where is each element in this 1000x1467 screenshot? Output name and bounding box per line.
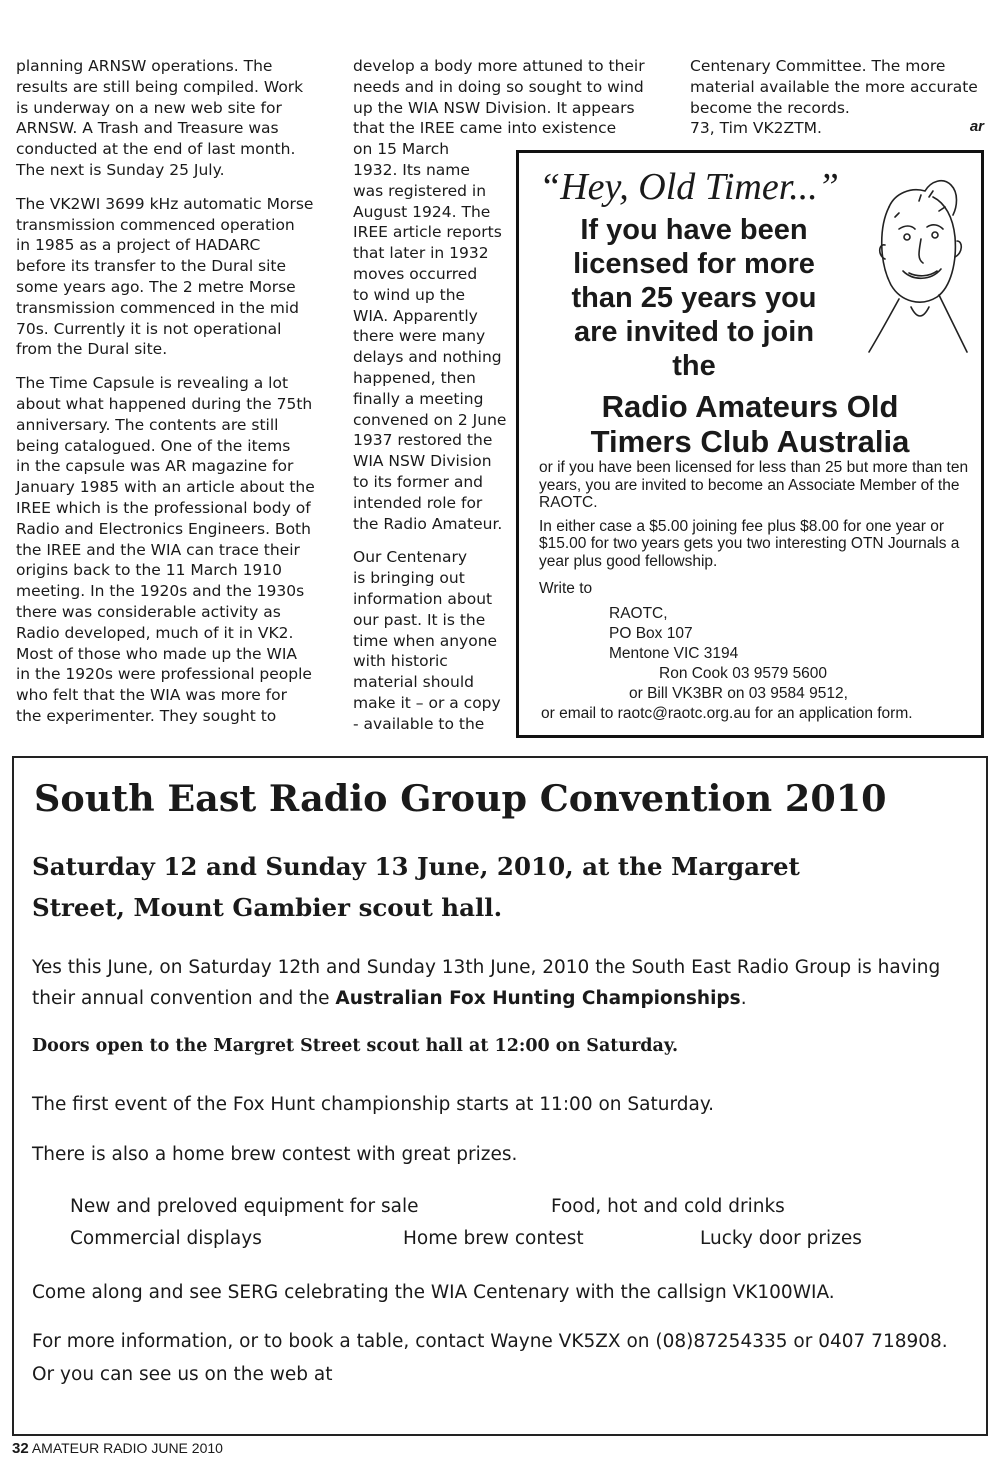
feature-commercial: Commercial displays: [70, 1228, 262, 1249]
page-footer: [12, 1440, 223, 1457]
text-line: are invited to join: [573, 316, 815, 348]
address-line: Mentone VIC 3194: [609, 645, 739, 662]
text-line: 73, Tim VK2ZTM.: [690, 119, 822, 138]
text-line: 1937 restored the: [353, 431, 493, 450]
text-line: happened, then: [353, 368, 476, 387]
text-line: was registered in: [353, 181, 487, 200]
text-line: the Radio Amateur.: [353, 514, 503, 533]
text-line: material available the more accurate: [690, 77, 978, 96]
text-line: is underway on a new web site for: [16, 98, 282, 117]
old-timer-portrait: [859, 167, 971, 357]
text-line: there were many: [353, 327, 486, 346]
text-line: planning ARNSW operations. The: [16, 57, 273, 75]
text-line: become the records.: [690, 98, 850, 117]
ad-invite-text: [529, 213, 859, 383]
intro-line-1: Yes this June, on Saturday 12th and Sunday 13th June, 2010 the South East Radio Group is having: [32, 957, 941, 978]
ad-body: [539, 459, 979, 576]
text-line: the IREE and the WIA can trace their: [16, 540, 300, 559]
text-line: Saturday 12 and Sunday 13 June, 2010, at the Margaret: [32, 852, 800, 881]
text-line: Our Centenary: [353, 548, 467, 567]
intro-line-2-suffix: .: [740, 988, 747, 1009]
text-line: convened on 2 June: [353, 410, 507, 429]
feature-food: Food, hot and cold drinks: [551, 1196, 785, 1217]
publication-name: AMATEUR RADIO JUNE 2010: [31, 1440, 223, 1456]
text-line: in 1985 as a project of HADARC: [16, 236, 261, 255]
fox-hunt-text: The first event of the Fox Hunt championship starts at 11:00 on Saturday.: [32, 1094, 715, 1115]
text-line: - available to the: [353, 714, 485, 733]
text-line: transmission commenced in the mid: [16, 298, 299, 317]
text-line: Street, Mount Gambier scout hall.: [32, 893, 503, 922]
col1-paragraph-2: [16, 194, 316, 360]
text-line: transmission commenced operation: [16, 215, 295, 234]
text-line: develop a body more attuned to their: [353, 57, 645, 75]
club-name: [519, 389, 981, 459]
address-line: RAOTC,: [609, 605, 668, 622]
centenary-text: Come along and see SERG celebrating the WIA Centenary with the callsign VK100WIA.: [32, 1282, 835, 1303]
text-line: the: [672, 350, 716, 382]
text-line: origins back to the 11 March 1910: [16, 561, 283, 580]
championships-text: Australian Fox Hunting Championships: [335, 988, 741, 1009]
contact-ron: Ron Cook 03 9579 5600: [659, 665, 828, 682]
text-line: IREE article reports: [353, 223, 502, 242]
text-line: there was considerable activity as: [16, 602, 281, 621]
col2-paragraph-2: [353, 547, 511, 734]
text-line: with historic: [353, 652, 448, 671]
text-line: intended role for: [353, 493, 483, 512]
text-line: August 1924. The: [353, 202, 491, 221]
feature-equipment: New and preloved equipment for sale: [70, 1196, 419, 1217]
text-line: The Time Capsule is revealing a lot: [16, 374, 289, 393]
text-line: our past. It is the: [353, 610, 486, 629]
text-line: up the WIA NSW Division. It appears: [353, 98, 635, 117]
text-line: January 1985 with an article about the: [16, 478, 315, 497]
text-line: information about: [353, 589, 493, 608]
text-line: finally a meeting: [353, 389, 484, 408]
column-1: [16, 56, 316, 740]
col1-paragraph-3: [16, 373, 316, 727]
intro-line-2: [32, 983, 962, 1014]
text-line: in the 1920s were professional people: [16, 665, 312, 684]
text-line: some years ago. The 2 metre Morse: [16, 277, 296, 296]
text-line: the experimenter. They sought to: [16, 706, 277, 725]
contact-email: or email to raotc@raotc.org.au for an application form.: [541, 705, 913, 722]
text-line: from the Dural site.: [16, 340, 168, 359]
ad-headline: “Hey, Old Timer...”: [539, 166, 839, 208]
text-line: Radio Amateurs Old: [601, 389, 899, 424]
col1-paragraph-1: [16, 56, 316, 181]
text-line: time when anyone: [353, 631, 498, 650]
text-line: The next is Sunday 25 July.: [16, 160, 225, 179]
text-line: licensed for more: [573, 248, 815, 280]
text-line: make it – or a copy: [353, 693, 501, 712]
fees-text: In either case a $5.00 joining fee plus $8.00 for one year or $15.00 for two years gets you two interesting OTN Journals a year plus good fellowship.: [539, 517, 960, 570]
text-line: Centenary Committee. The more: [690, 57, 946, 75]
text-line: moves occurred: [353, 264, 478, 283]
text-line: WIA NSW Division: [353, 452, 492, 471]
text-line: on 15 March: [353, 140, 450, 159]
text-line: conducted at the end of last month.: [16, 140, 296, 159]
serg-convention-box: [12, 756, 988, 1436]
col2-paragraph-1: [353, 139, 511, 534]
text-line: needs and in doing so sought to wind: [353, 77, 644, 96]
col2-top-lines: [353, 56, 673, 139]
text-line: in the capsule was AR magazine for: [16, 457, 294, 476]
text-line: that the IREE came into existence: [353, 119, 617, 138]
address-line: PO Box 107: [609, 625, 693, 642]
text-line: that later in 1932: [353, 244, 489, 263]
text-line: being catalogued. One of the items: [16, 436, 291, 455]
text-line: who felt that the WIA was more for: [16, 686, 287, 705]
text-line: results are still being compiled. Work: [16, 77, 304, 96]
text-line: Most of those who made up the WIA: [16, 644, 297, 663]
text-line: If you have been: [580, 214, 808, 246]
old-timers-ad: [516, 150, 984, 738]
text-line: than 25 years you: [571, 282, 817, 314]
convention-subtitle: [32, 846, 952, 928]
associate-text: or if you have been licensed for less than 25 but more than ten years, you are invited to become an Associate Member of the RAOTC.: [539, 459, 969, 511]
home-brew-text: There is also a home brew contest with great prizes.: [32, 1144, 518, 1165]
text-line: to wind up the: [353, 285, 466, 304]
contact-bill: or Bill VK3BR on 03 9584 9512,: [629, 685, 848, 702]
text-line: delays and nothing: [353, 348, 502, 367]
feature-lucky-door: Lucky door prizes: [700, 1228, 862, 1249]
text-line: before its transfer to the Dural site: [16, 257, 287, 276]
write-to: Write to: [539, 580, 593, 597]
text-line: to its former and: [353, 472, 484, 491]
text-line: anniversary. The contents are still: [16, 415, 279, 434]
text-line: ARNSW. A Trash and Treasure was: [16, 119, 279, 138]
page-number: 32: [12, 1440, 29, 1457]
text-line: Radio and Electronics Engineers. Both: [16, 519, 311, 538]
article-end-mark: ar: [969, 118, 984, 135]
text-line: 1932. Its name: [353, 160, 470, 179]
text-line: WIA. Apparently: [353, 306, 478, 325]
contact-line-2: Or you can see us on the web at: [32, 1364, 333, 1385]
doors-open: Doors open to the Margret Street scout hall at 12:00 on Saturday.: [32, 1036, 679, 1056]
text-line: Timers Club Australia: [590, 424, 910, 459]
text-line: 70s. Currently it is not operational: [16, 319, 282, 338]
text-line: The VK2WI 3699 kHz automatic Morse: [16, 194, 314, 213]
contact-line-1: For more information, or to book a table, contact Wayne VK5ZX on (08)87254335 or 0407 718908.: [32, 1331, 948, 1352]
convention-title: South East Radio Group Convention 2010: [34, 777, 887, 820]
text-line: Radio developed, much of it in VK2.: [16, 623, 294, 642]
text-line: is bringing out: [353, 569, 465, 588]
intro-line-2-prefix: their annual convention and the: [32, 988, 336, 1009]
text-line: IREE which is the professional body of: [16, 498, 311, 517]
feature-home-brew: Home brew contest: [403, 1228, 584, 1249]
text-line: meeting. In the 1920s and the 1930s: [16, 582, 305, 601]
text-line: about what happened during the 75th: [16, 394, 313, 413]
column-3: [690, 56, 986, 139]
text-line: material should: [353, 673, 474, 692]
